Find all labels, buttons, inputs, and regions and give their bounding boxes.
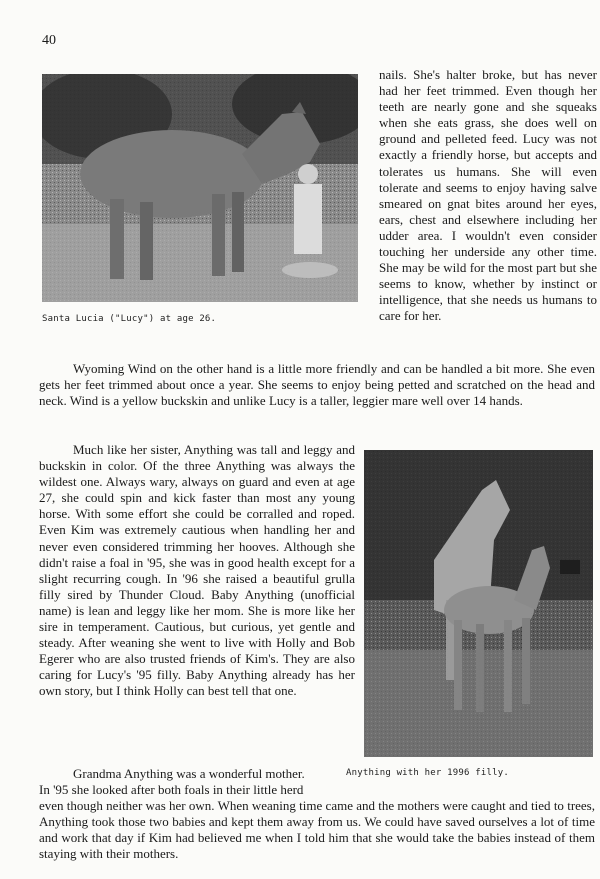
paragraph-grandma-line2: In '95 she looked after both foals in their little herd (39, 782, 304, 797)
page-number: 40 (42, 33, 56, 48)
photo-anything-filly-image (364, 450, 593, 757)
photo-lucy-image (42, 74, 358, 302)
photo-anything-filly-caption: Anything with her 1996 filly. (346, 768, 509, 778)
paragraph-anything: Much like her sister, Anything was tall and leggy and buckskin in color. Of the three Anything was always the wildest one. Always wary, always on guard and even at age 27, she could spin and kick faster than most any young horse. With some effort she could be corralled and roped. Even Kim was extremely cautious when handling her and never even considered trimming her hooves. Although she didn't raise a foal in '95, she was in good health except for a slight recurring cough. In '96 she raised a beautiful grulla filly sired by Thunder Cloud. Baby Anything (unofficial name) is lean and leggy like her mom. She is more like her sire in temperament. Cautious, but curious, yet gentle and steady. After weaning she went to live with Holly and Bob Egerer who are also trusted friends of Kim's. They are also caring for Lucy's '95 filly. Baby Anything already has her own story, but I think Holly can best tell that one. (39, 442, 355, 699)
paragraph-wyoming-wind: Wyoming Wind on the other hand is a little more friendly and can be handled a bit more. She even gets her feet trimmed about once a year. She seems to enjoy being petted and scratched on the head and neck. Wind is a yellow buckskin and unlike Lucy is a taller, leggier mare well over 14 hands. (39, 361, 595, 409)
photo-lucy (42, 74, 358, 302)
photo-lucy-caption: Santa Lucia ("Lucy") at age 26. (42, 314, 217, 324)
photo-anything-filly (364, 450, 593, 757)
paragraph-grandma-line1: Grandma Anything was a wonderful mother. (73, 766, 305, 781)
paragraph-lucy-continued: nails. She's halter broke, but has never had her feet trimmed. Even though her teeth are nearly gone and she squeaks when she eats grass, she does well on ground and pelleted feed. Lucy was not exactly a friendly horse, but accepts and tolerates us humans. She will even tolerate and seems to enjoy having salve smeared on gnat bites around her eyes, ears, chest and elsewhere including her udder area. I wouldn't even consider touching her underside any other time. She may be wild for the most part but she seems to know, whether by instinct or intelligence, that she needs us humans to care for her. (379, 67, 597, 324)
paragraph-grandma-rest: even though neither was her own. When weaning time came and the mothers were caught and tied to trees, Anything took those two babies and kept them away from us. We could have saved ourselves a lot of time and work that day if Kim had believed me when I told him that she would take the babies instead of them staying with their mothers. (39, 798, 595, 862)
